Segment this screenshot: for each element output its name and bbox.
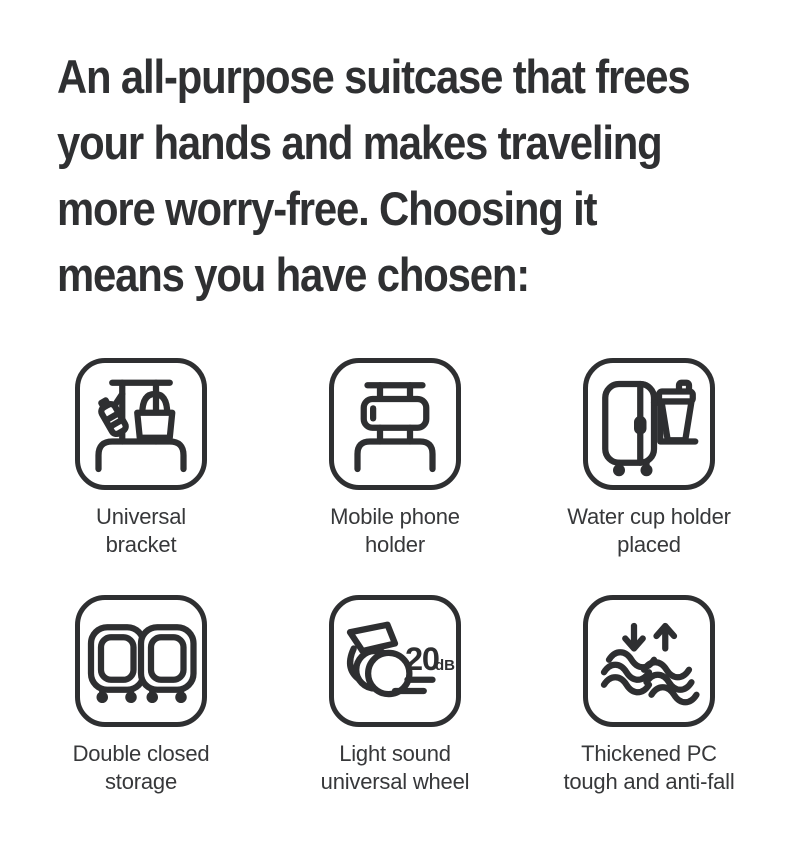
feature-universal-bracket bbox=[14, 358, 268, 559]
feature-light-sound-wheel bbox=[268, 595, 522, 796]
feature-tile bbox=[583, 358, 715, 490]
feature-label-line-1: Thickened PC bbox=[581, 741, 717, 766]
headline-line-2: your hands and makes traveling bbox=[57, 116, 662, 169]
feature-label-line-2: universal wheel bbox=[320, 769, 470, 794]
water-cup-holder-icon bbox=[589, 364, 709, 484]
feature-label bbox=[563, 740, 734, 796]
double-storage-icon bbox=[81, 601, 201, 721]
feature-label-line-2: bracket bbox=[105, 532, 177, 557]
anti-fall-icon bbox=[589, 601, 709, 721]
feature-label bbox=[321, 740, 470, 796]
headline-line-1: An all-purpose suitcase that frees bbox=[57, 50, 690, 103]
feature-tile bbox=[75, 358, 207, 490]
feature-label-line-1: Mobile phone bbox=[330, 504, 460, 529]
feature-label-line-2: storage bbox=[105, 769, 177, 794]
feature-label-line-2: holder bbox=[365, 532, 425, 557]
feature-water-cup-holder bbox=[522, 358, 776, 559]
headline bbox=[0, 0, 790, 308]
feature-label-line-2: tough and anti-fall bbox=[563, 769, 735, 794]
feature-grid bbox=[0, 358, 790, 796]
decibel-value: 20 bbox=[405, 640, 439, 677]
headline-line-3: more worry-free. Choosing it bbox=[57, 182, 597, 235]
headline-line-4: means you have chosen: bbox=[57, 248, 530, 301]
feature-thickened-pc bbox=[522, 595, 776, 796]
feature-label bbox=[96, 503, 186, 559]
universal-bracket-icon bbox=[81, 364, 201, 484]
feature-label bbox=[567, 503, 731, 559]
feature-label-line-1: Universal bbox=[96, 504, 186, 529]
feature-label bbox=[330, 503, 460, 559]
feature-double-closed-storage bbox=[14, 595, 268, 796]
feature-mobile-phone-holder bbox=[268, 358, 522, 559]
feature-label-line-1: Light sound bbox=[339, 741, 451, 766]
feature-label bbox=[73, 740, 210, 796]
mobile-phone-holder-icon bbox=[335, 364, 455, 484]
feature-tile bbox=[329, 595, 461, 727]
feature-label-line-1: Water cup holder bbox=[567, 504, 731, 529]
silent-wheel-icon bbox=[335, 601, 455, 721]
feature-tile bbox=[583, 595, 715, 727]
feature-label-line-2: placed bbox=[617, 532, 681, 557]
feature-tile bbox=[329, 358, 461, 490]
decibel-unit: dB bbox=[435, 656, 455, 674]
feature-label-line-1: Double closed bbox=[72, 741, 210, 766]
feature-tile bbox=[75, 595, 207, 727]
